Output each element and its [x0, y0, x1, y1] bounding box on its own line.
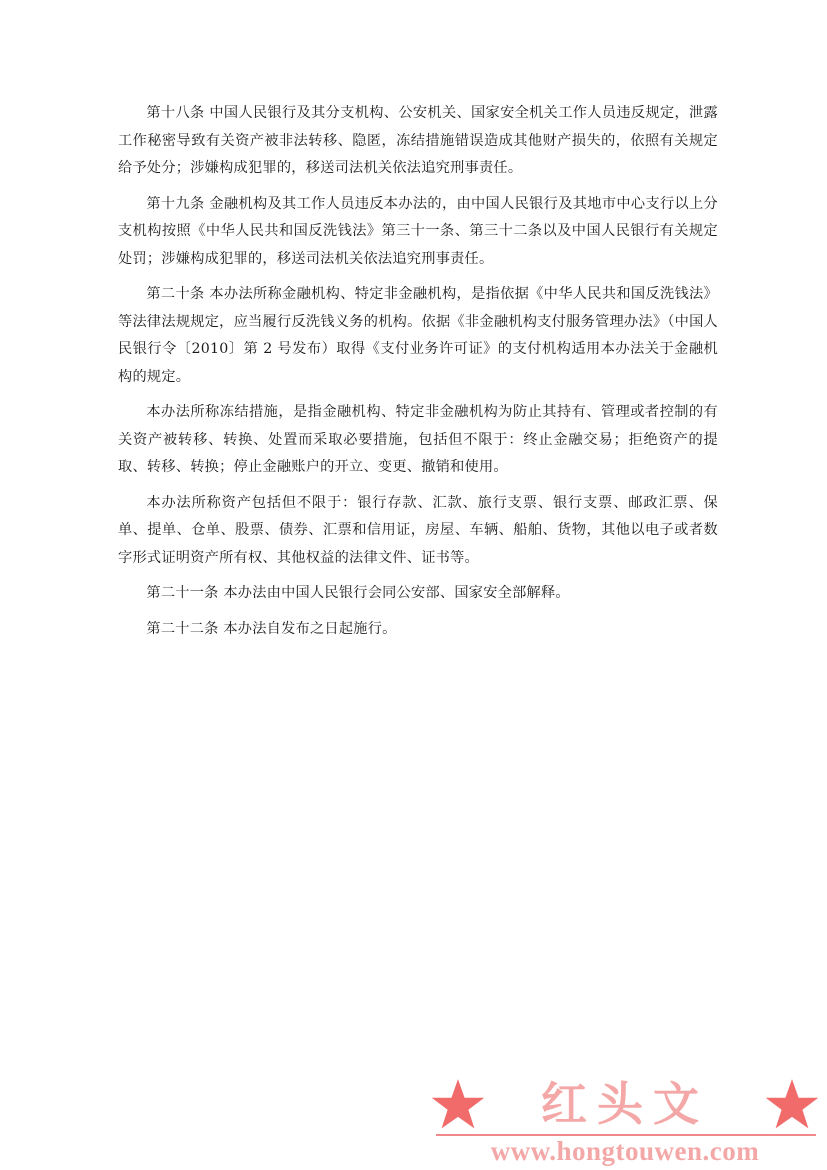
article-21-paragraph: 第二十一条 本办法由中国人民银行会同公安部、国家安全部解释。	[146, 585, 570, 601]
assets-definition-paragraph: 本办法所称资产包括但不限于：银行存款、汇款、旅行支票、银行支票、邮政汇票、保单、提单、仓单、股票、债券、汇票和信用证，房屋、车辆、船舶、货物，其他以电子或者数字形式证明资产所有权、其他权益的法律文件、证书等。	[118, 494, 718, 566]
freeze-measures-definition-paragraph: 本办法所称冻结措施，是指金融机构、特定非金融机构为防止其持有、管理或者控制的有关资产被转移、转换、处置而采取必要措施，包括但不限于：终止金融交易；拒绝资产的提取、转移、转换；停止金融账户的开立、变更、撤销和使用。	[118, 404, 718, 475]
watermark-title-row	[430, 1077, 820, 1131]
watermark	[430, 1077, 820, 1166]
article-19-paragraph: 第十九条 金融机构及其工作人员违反本办法的，由中国人民银行及其地市中心支行以上分支机构按照《中华人民共和国反洗钱法》第三十一条、第三十二条以及中国人民银行有关规定处罚；涉嫌构成犯罪的，移送司法机关依法追究刑事责任。	[118, 195, 718, 267]
watermark-title: 红头文	[541, 1077, 709, 1131]
article-20-paragraph: 第二十条 本办法所称金融机构、特定非金融机构，是指依据《中华人民共和国反洗钱法》等法律法规规定，应当履行反洗钱义务的机构。依据《非金融机构支付服务管理办法》（中国人民银行令〔2010〕第 2 号发布）取得《支付业务许可证》的支付机构适用本办法关于金融机构的规定。	[118, 286, 718, 385]
article-22-paragraph: 第二十二条 本办法自发布之日起施行。	[146, 620, 397, 637]
star-icon	[430, 1078, 486, 1130]
star-icon	[764, 1078, 820, 1130]
article-18-paragraph: 第十八条 中国人民银行及其分支机构、公安机关、国家安全机关工作人员违反规定，泄露工作秘密导致有关资产被非法转移、隐匿，冻结措施错误造成其他财产损失的，依照有关规定给予处分；涉嫌构成犯罪的，移送司法机关依法追究刑事责任。	[118, 105, 718, 176]
document-body	[118, 100, 718, 651]
watermark-url: www.hongtouwen.com	[490, 1136, 760, 1166]
